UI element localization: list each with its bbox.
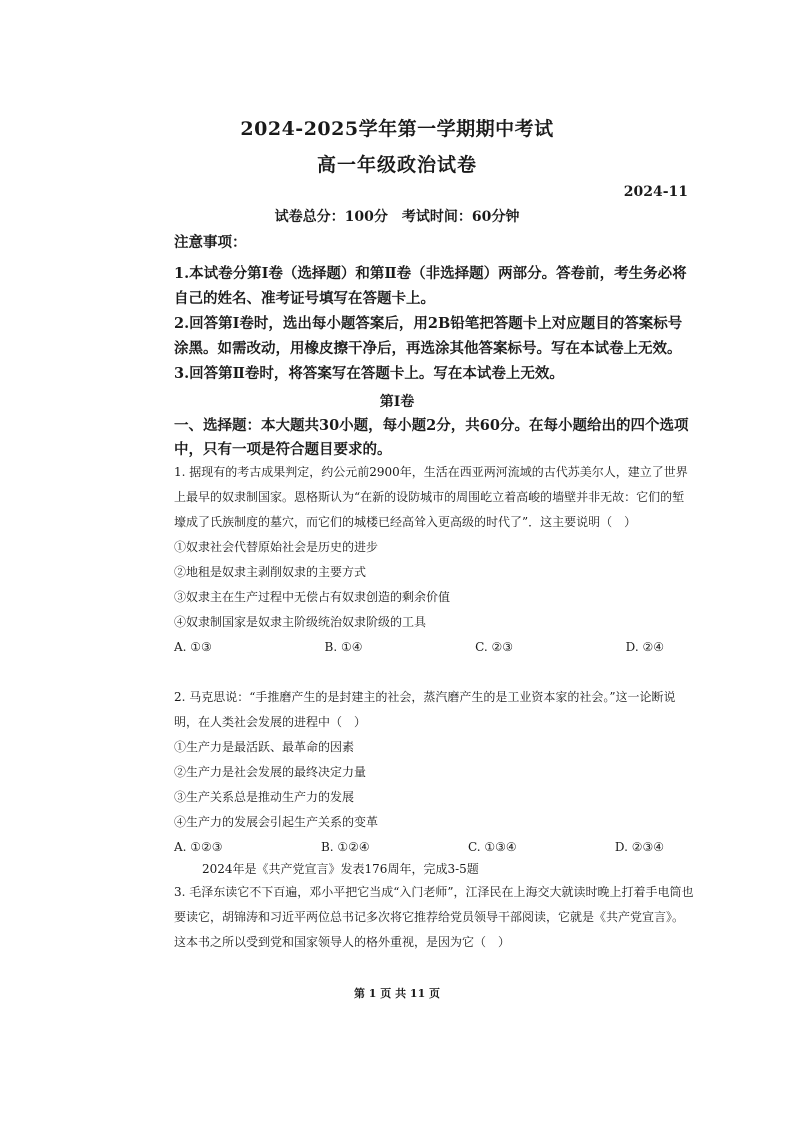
options-row: [174, 635, 664, 660]
notes-block: [174, 230, 694, 386]
option-b: B. ①②④: [320, 840, 370, 854]
statement: ②生产力是社会发展的最终决定力量: [174, 765, 367, 779]
options-row: [174, 835, 664, 860]
exam-title: 2024-2025学年第一学期期中考试: [240, 118, 554, 140]
page-footer: 第 1 页 共 11 页: [353, 987, 441, 1000]
exam-subtitle: 高一年级政治试卷: [316, 154, 477, 176]
note-item: 1.本试卷分第Ⅰ卷（选择题）和第Ⅱ卷（非选择题）两部分。答卷前，考生务必将自己的姓名、准考证号填写在答题卡上。: [174, 265, 687, 307]
statement: ③奴隶主在生产过程中无偿占有奴隶创造的剩余价值: [174, 590, 451, 604]
question-stem: 3. 毛泽东读它不下百遍，邓小平把它当成“入门老师”，江泽民在上海交大就读时晚上打着手电筒也要读它，胡锦涛和习近平两位总书记多次将它推荐给党员领导干部阅读，它就是《共产党宣言》。这本书之所以受到党和国家领导人的格外重视，是因为它（ ）: [174, 885, 694, 949]
statement: ①生产力是最活跃、最革命的因素: [174, 740, 355, 754]
section-instruction: [174, 414, 694, 462]
note-item: 3.回答第Ⅱ卷时，将答案写在答题卡上。写在本试卷上无效。: [174, 365, 564, 382]
option-a: A. ①③: [174, 640, 212, 654]
statement: ①奴隶社会代替原始社会是历史的进步: [174, 540, 379, 554]
question-2: [174, 685, 694, 860]
instruction-text: 一、选择题：本大题共30小题，每小题2分，共60分。在每小题给出的四个选项中，只有一项是符合题目要求的。: [174, 417, 689, 458]
question-stem: 2. 马克思说：“手推磨产生的是封建主的社会，蒸汽磨产生的是工业资本家的社会。”这一论断说明，在人类社会发展的进程中（ ）: [174, 690, 676, 729]
section-title: 第Ⅰ卷: [379, 394, 415, 410]
option-b: B. ①④: [324, 640, 363, 654]
exam-meta: 试卷总分：100分 考试时间：60分钟: [274, 209, 520, 225]
option-d: D. ②④: [625, 640, 664, 654]
statement: ②地租是奴隶主剥削奴隶的主要方式: [174, 565, 367, 579]
option-a: A. ①②③: [174, 840, 223, 854]
statement: ③生产关系总是推动生产力的发展: [174, 790, 355, 804]
option-d: D. ②③④: [614, 840, 665, 854]
interlude-note: 2024年是《共产党宣言》发表176周年，完成3-5题: [202, 862, 479, 876]
notes-heading: 注意事项：: [174, 234, 247, 251]
statement: ④生产力的发展会引起生产关系的变革: [174, 815, 379, 829]
note-item: 2.回答第Ⅰ卷时，选出每小题答案后，用2B铅笔把答题卡上对应题目的答案标号涂黑。如需改动，用橡皮擦干净后，再选涂其他答案标号。写在本试卷上无效。: [174, 315, 683, 357]
option-c: C. ②③: [475, 640, 513, 654]
option-c: C. ①③④: [467, 840, 517, 854]
question-1: [174, 460, 694, 660]
question-stem: 1. 据现有的考古成果判定，约公元前2900年，生活在西亚两河流域的古代苏美尔人，建立了世界上最早的奴隶制国家。恩格斯认为“在新的设防城市的周围屹立着高峻的墙壁并非无故：它们的堑壕成了氏族制度的墓穴，而它们的城楼已经高耸入更高级的时代了”．这主要说明（ ）: [174, 465, 688, 529]
question-3: [174, 880, 694, 955]
exam-date: 2024-11: [623, 184, 688, 200]
statement: ④奴隶制国家是奴隶主阶级统治奴隶阶级的工具: [174, 615, 427, 629]
